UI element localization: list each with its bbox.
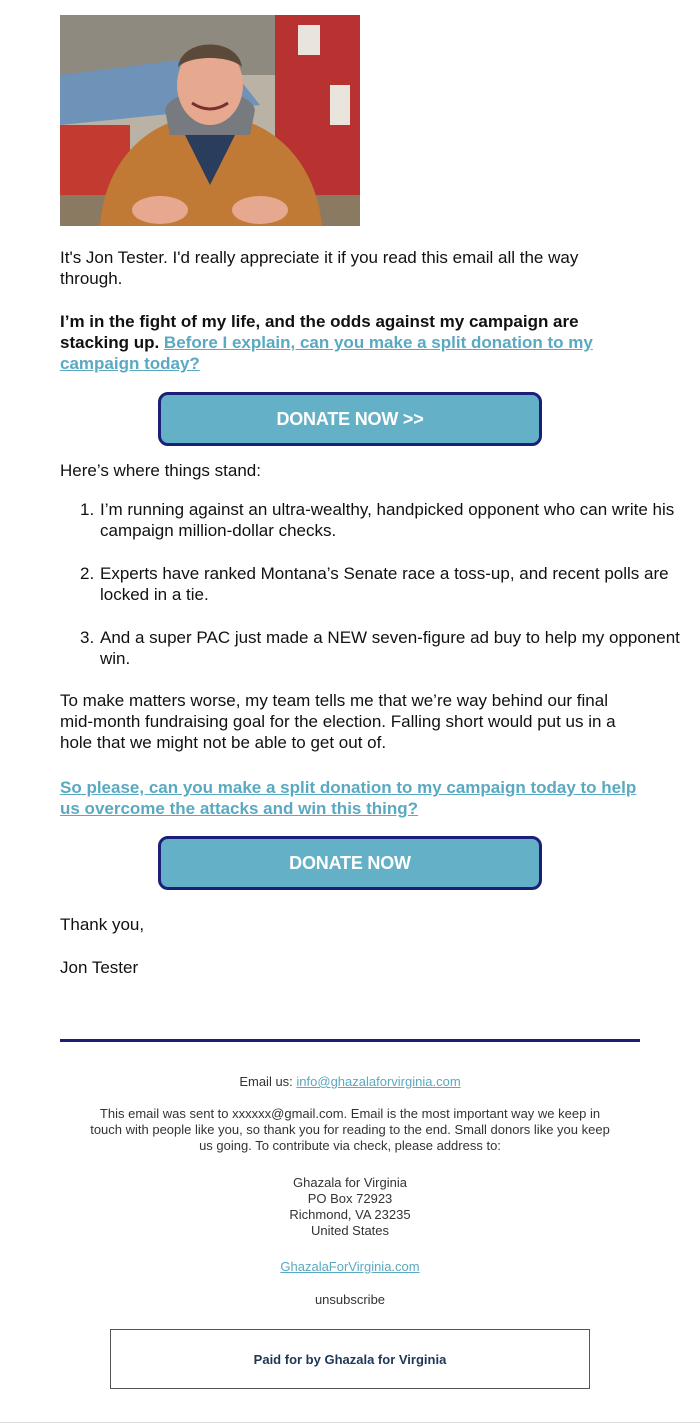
bottom-divider	[0, 1422, 700, 1423]
list-number: 3.	[80, 628, 95, 647]
list-text: Experts have ranked Montana’s Senate race a toss-up, and recent polls are locked in a tie.	[100, 564, 669, 604]
donate-link-2[interactable]: So please, can you make a split donation to my campaign today to help us overcome the attacks and win this thing?	[60, 778, 637, 818]
worse-paragraph: To make matters worse, my team tells me that we’re way behind our final mid-month fundraising goal for the election. Falling short would put us in a hole that we might not be able to get out of.	[60, 691, 616, 752]
donate-now-button-2[interactable]: DONATE NOW	[158, 836, 542, 890]
address-line: Ghazala for Virginia	[293, 1175, 407, 1190]
footer-divider	[60, 1039, 640, 1042]
footer-website-line	[60, 1259, 640, 1275]
footer-email-line	[60, 1074, 640, 1090]
footer-sent-note: This email was sent to xxxxxx@gmail.com. Email is the most important way we keep in touch with people like you, so thank you for reading to the end. Small donors like you keep us going. To contribute via check, please address to:	[90, 1106, 610, 1153]
stand-intro-text: Here’s where things stand:	[60, 461, 261, 480]
email-label: Email us:	[239, 1074, 293, 1089]
signature-text: Jon Tester	[60, 958, 139, 977]
donate-link-2-paragraph	[60, 777, 640, 819]
list-number: 2.	[80, 564, 95, 583]
list-item	[80, 499, 680, 541]
address-line: PO Box 72923	[307, 1191, 393, 1206]
paid-for-box: Paid for by Ghazala for Virginia	[110, 1329, 590, 1389]
address-line: Richmond, VA 23235	[289, 1207, 411, 1222]
thanks-text: Thank you,	[60, 915, 145, 934]
website-link[interactable]: GhazalaForVirginia.com	[280, 1259, 420, 1274]
list-item	[80, 627, 680, 669]
list-number: 1.	[80, 500, 95, 519]
points-list	[60, 499, 680, 669]
footer-address	[60, 1175, 640, 1239]
intro-text: It's Jon Tester. I'd really appreciate it if you read this email all the way through.	[60, 248, 579, 288]
lead-paragraph	[60, 311, 640, 374]
unsubscribe-link[interactable]: unsubscribe	[314, 1292, 386, 1307]
hero-photo-illustration	[60, 15, 360, 226]
list-text: And a super PAC just made a NEW seven-figure ad buy to help my opponent win.	[100, 628, 680, 668]
list-text: I’m running against an ultra-wealthy, handpicked opponent who can write his campaign million-dollar checks.	[100, 500, 675, 540]
address-line: United States	[310, 1223, 390, 1238]
email-link[interactable]: info@ghazalaforvirginia.com	[296, 1074, 461, 1089]
donate-link-1[interactable]: Before I explain, can you make a split donation to my campaign today?	[60, 333, 593, 373]
hero-photo	[60, 15, 360, 226]
lead-bold-text: I’m in the fight of my life, and the odds against my campaign are stacking up.	[60, 312, 579, 352]
list-item	[80, 563, 680, 605]
donate-now-button-1[interactable]: DONATE NOW >>	[158, 392, 542, 446]
